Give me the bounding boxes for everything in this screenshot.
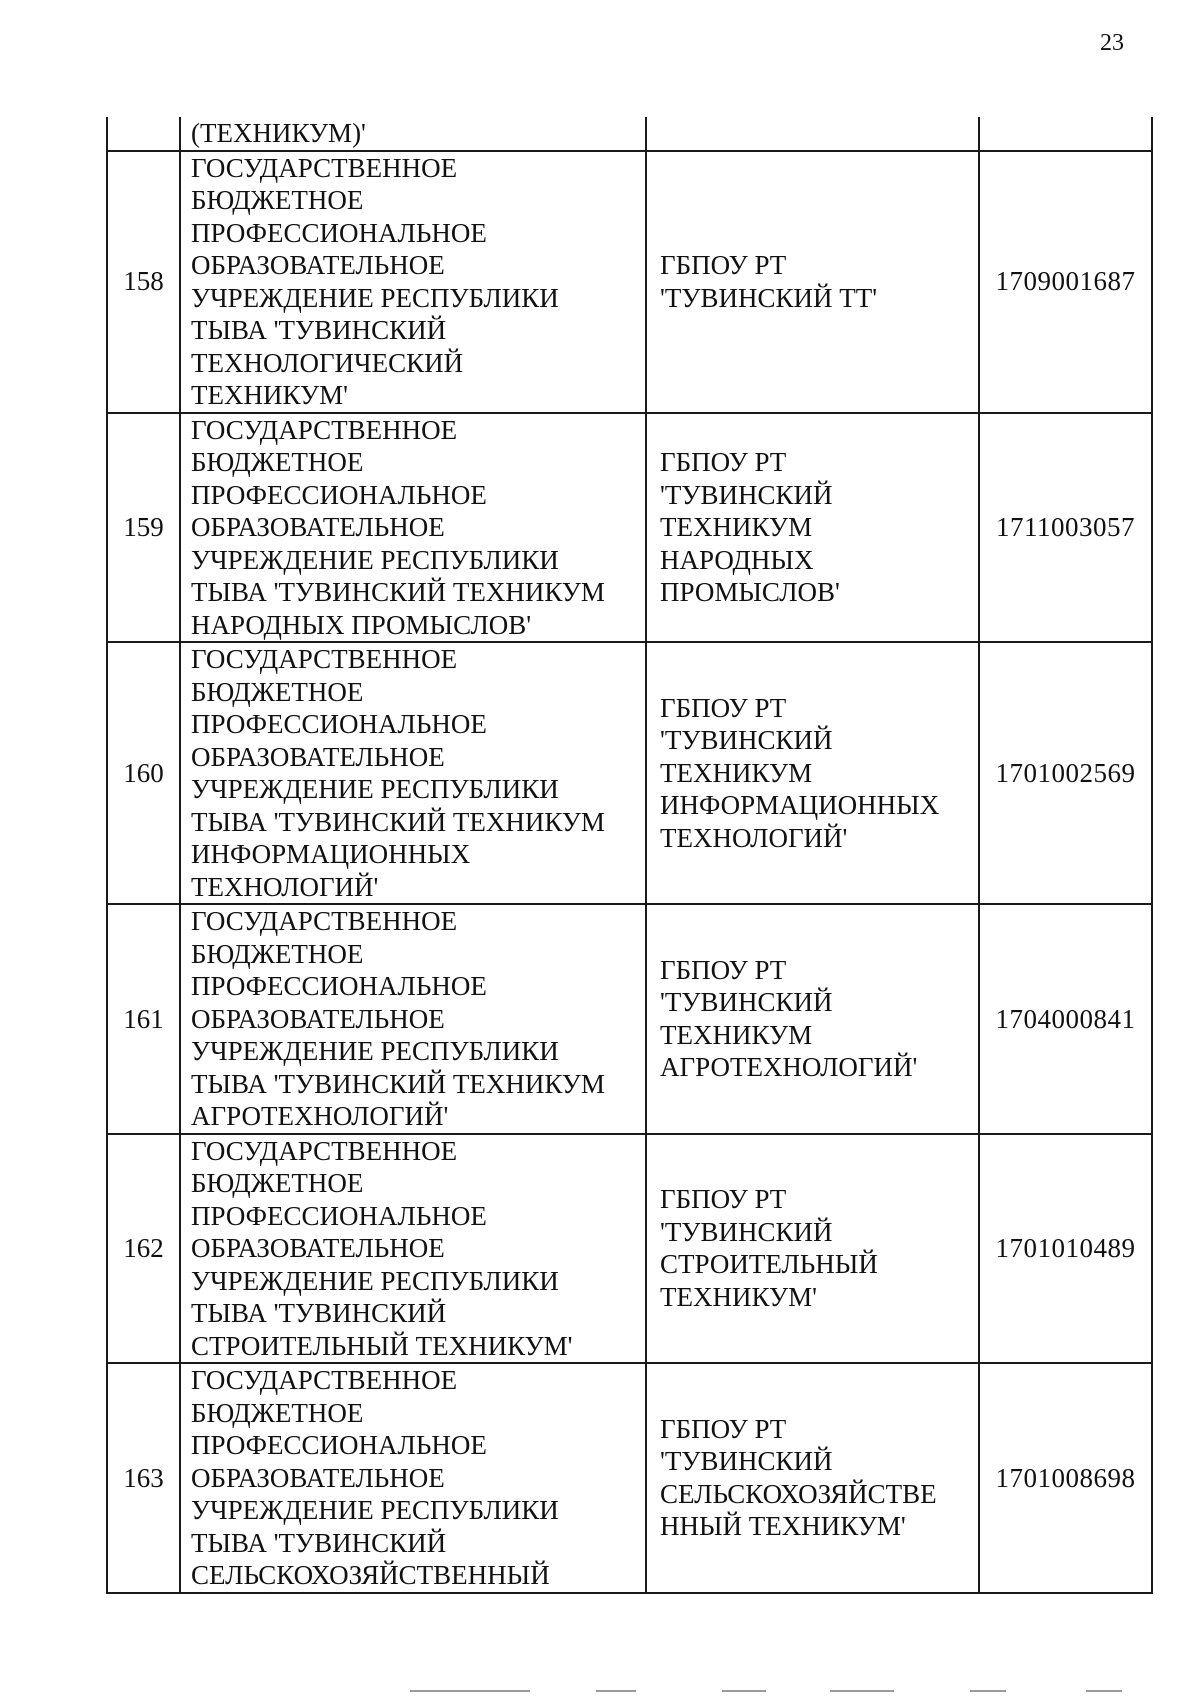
short-name-cell: ГБПОУ РТ 'ТУВИНСКИЙ СТРОИТЕЛЬНЫЙ ТЕХНИКУМ' — [646, 1134, 979, 1364]
full-name-cell: ГОСУДАРСТВЕННОЕ БЮДЖЕТНОЕ ПРОФЕССИОНАЛЬНОЕ ОБРАЗОВАТЕЛЬНОЕ УЧРЕЖДЕНИЕ РЕСПУБЛИКИ ТЫВА 'ТУВИНСКИЙ ТЕХНИКУМ ИНФОРМАЦИОННЫХ ТЕХНОЛОГИЙ' — [180, 642, 646, 904]
full-name-cell: ГОСУДАРСТВЕННОЕ БЮДЖЕТНОЕ ПРОФЕССИОНАЛЬНОЕ ОБРАЗОВАТЕЛЬНОЕ УЧРЕЖДЕНИЕ РЕСПУБЛИКИ ТЫВА 'ТУВИНСКИЙ ТЕХНОЛОГИЧЕСКИЙ ТЕХНИКУМ' — [180, 151, 646, 413]
short-name-cell: ГБПОУ РТ 'ТУВИНСКИЙ ТЕХНИКУМ АГРОТЕХНОЛОГИЙ' — [646, 904, 979, 1134]
inn-cell: 1701010489 — [979, 1134, 1152, 1364]
full-name-cell: ГОСУДАРСТВЕННОЕ БЮДЖЕТНОЕ ПРОФЕССИОНАЛЬНОЕ ОБРАЗОВАТЕЛЬНОЕ УЧРЕЖДЕНИЕ РЕСПУБЛИКИ ТЫВА 'ТУВИНСКИЙ СЕЛЬСКОХОЗЯЙСТВЕННЫЙ — [180, 1363, 646, 1593]
page-number: 23 — [1100, 30, 1124, 56]
inn-cell: 1704000841 — [979, 904, 1152, 1134]
footer-rule — [410, 1690, 530, 1692]
footer-rule — [970, 1690, 1006, 1692]
table-row — [107, 904, 1152, 1134]
row-number: 158 — [107, 151, 180, 413]
short-name-cell: ГБПОУ РТ 'ТУВИНСКИЙ ТЕХНИКУМ НАРОДНЫХ ПРОМЫСЛОВ' — [646, 413, 979, 643]
full-name-cell: (ТЕХНИКУМ)' — [180, 117, 646, 151]
table-row — [107, 1363, 1152, 1593]
table-row — [107, 413, 1152, 643]
row-number: 159 — [107, 413, 180, 643]
footer-rule — [830, 1690, 894, 1692]
short-name-cell: ГБПОУ РТ 'ТУВИНСКИЙ СЕЛЬСКОХОЗЯЙСТВЕ ННЫЙ ТЕХНИКУМ' — [646, 1363, 979, 1593]
table-row — [107, 1134, 1152, 1364]
inn-cell: 1709001687 — [979, 151, 1152, 413]
inn-cell: 1711003057 — [979, 413, 1152, 643]
inn-cell — [979, 117, 1152, 151]
footer-rule — [1086, 1690, 1122, 1692]
full-name-cell: ГОСУДАРСТВЕННОЕ БЮДЖЕТНОЕ ПРОФЕССИОНАЛЬНОЕ ОБРАЗОВАТЕЛЬНОЕ УЧРЕЖДЕНИЕ РЕСПУБЛИКИ ТЫВА 'ТУВИНСКИЙ ТЕХНИКУМ НАРОДНЫХ ПРОМЫСЛОВ' — [180, 413, 646, 643]
row-number: 162 — [107, 1134, 180, 1364]
short-name-cell — [646, 117, 979, 151]
table-row — [107, 151, 1152, 413]
short-name-cell: ГБПОУ РТ 'ТУВИНСКИЙ ТЕХНИКУМ ИНФОРМАЦИОННЫХ ТЕХНОЛОГИЙ' — [646, 642, 979, 904]
inn-cell: 1701002569 — [979, 642, 1152, 904]
table-row — [107, 117, 1152, 151]
organizations-table — [106, 117, 1153, 1594]
short-name-cell: ГБПОУ РТ 'ТУВИНСКИЙ ТТ' — [646, 151, 979, 413]
table-row — [107, 642, 1152, 904]
footer-rule — [722, 1690, 766, 1692]
row-number: 163 — [107, 1363, 180, 1593]
row-number: 160 — [107, 642, 180, 904]
row-number: 161 — [107, 904, 180, 1134]
full-name-cell: ГОСУДАРСТВЕННОЕ БЮДЖЕТНОЕ ПРОФЕССИОНАЛЬНОЕ ОБРАЗОВАТЕЛЬНОЕ УЧРЕЖДЕНИЕ РЕСПУБЛИКИ ТЫВА 'ТУВИНСКИЙ ТЕХНИКУМ АГРОТЕХНОЛОГИЙ' — [180, 904, 646, 1134]
full-name-cell: ГОСУДАРСТВЕННОЕ БЮДЖЕТНОЕ ПРОФЕССИОНАЛЬНОЕ ОБРАЗОВАТЕЛЬНОЕ УЧРЕЖДЕНИЕ РЕСПУБЛИКИ ТЫВА 'ТУВИНСКИЙ СТРОИТЕЛЬНЫЙ ТЕХНИКУМ' — [180, 1134, 646, 1364]
inn-cell: 1701008698 — [979, 1363, 1152, 1593]
footer-rule — [596, 1690, 636, 1692]
row-number — [107, 117, 180, 151]
